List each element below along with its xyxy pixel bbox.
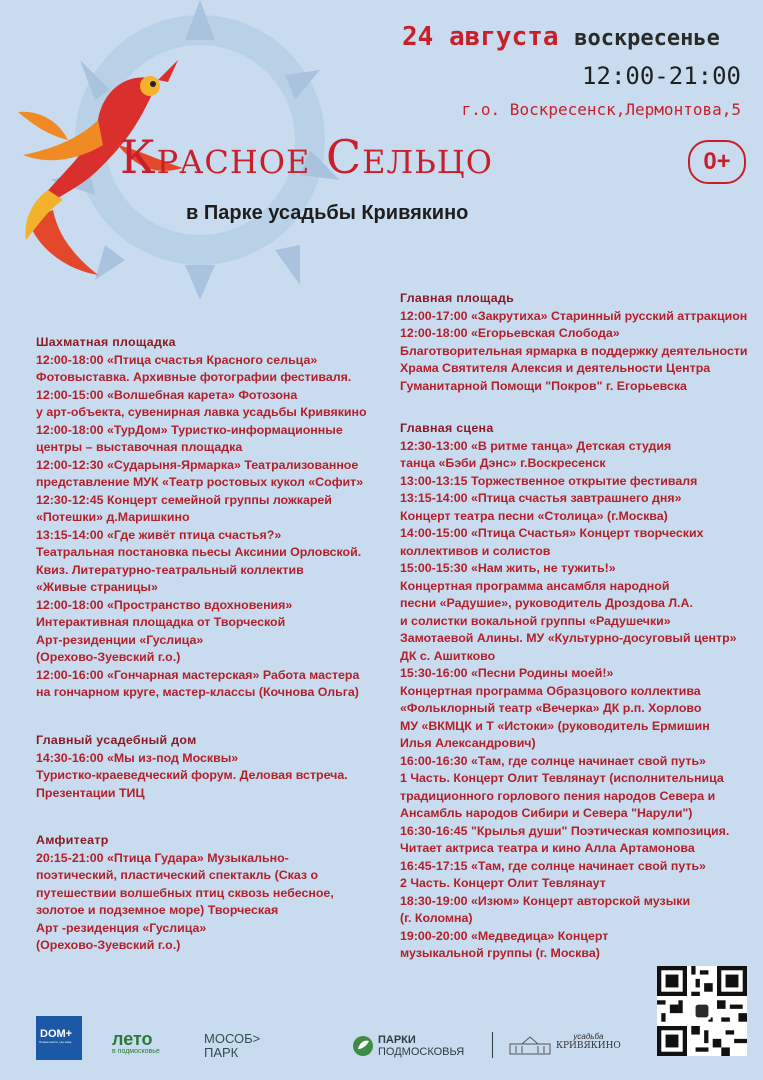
program-line: Благотворительная ярмарка в поддержку деятельности (400, 343, 748, 358)
divider (492, 1032, 493, 1058)
mosobpark-logo (204, 1032, 260, 1060)
program-line: у арт-объекта, сувенирная лавка усадьбы Кривякино (36, 405, 367, 419)
program-line: (Орехово-Зуевский г.о.) (36, 650, 181, 664)
program-line: Замотаевой Алины. МУ «Культурно-досуговый центр» (400, 631, 737, 645)
age-rating-badge: 0+ (688, 140, 746, 184)
program-line: 12:00-18:00 «Птица счастья Красного сельца» (36, 352, 318, 367)
krivyakino-logo-text: КРИВЯКИНО (556, 1041, 621, 1051)
krivyakino-logo (556, 1032, 621, 1051)
weekday-text: воскресенье (574, 26, 720, 51)
parki-logo-line2: ПОДМОСКОВЬЯ (378, 1046, 465, 1058)
program-line: Интерактивная площадка от Творческой (36, 615, 286, 629)
program-line: путешествии волшебных птиц сквозь небесное, (36, 885, 334, 900)
program-line: золотое и подземное море) Творческая (36, 903, 279, 917)
program-line: 15:30-16:00 «Песни Родины моей!» (400, 666, 614, 680)
program-line: 12:00-18:00 «Пространство вдохновения» (36, 597, 293, 612)
program-line: Концертная программа Образцового коллектива (400, 683, 701, 698)
program-line: 15:00-15:30 «Нам жить, не тужить!» (400, 561, 616, 575)
program-line: 1 Часть. Концерт Олит Тевлянаут (исполнительница (400, 771, 724, 785)
leto-logo-sub: в подмосковье (112, 1048, 160, 1055)
page-subtitle: в Парке усадьбы Кривякино (186, 202, 469, 224)
dom-plus-logo (36, 1016, 82, 1060)
program-line: Концертная программа ансамбля народной (400, 578, 670, 593)
parki-podmoskovya-logo (352, 1034, 464, 1058)
program-line: ДК с. Ашитково (400, 648, 496, 663)
program-line: 12:30-13:00 «В ритме танца» Детская студия (400, 438, 672, 453)
section-chess-area (36, 334, 367, 702)
parki-logo-line1: ПАРКИ (378, 1034, 416, 1046)
program-line: центры – выставочная площадка (36, 440, 243, 454)
program-line: Храма Святителя Алексия и деятельности Центра (400, 361, 711, 375)
leto-logo (112, 1030, 160, 1055)
page-title: Красное Сельцо (120, 130, 493, 184)
program-line: Презентации ТИЦ (36, 785, 145, 800)
program-line: 12:00-16:00 «Гончарная мастерская» Работа мастера (36, 667, 360, 682)
section-title: Амфитеатр (36, 833, 109, 847)
program-line: 13:15-14:00 «Где живёт птица счастья?» (36, 527, 282, 542)
program-line: 12:30-12:45 Концерт семейной группы ложкарей (36, 492, 332, 507)
program-line: Театральная постановка пьесы Аксинии Орловской. (36, 545, 362, 559)
section-main-square (400, 290, 748, 395)
program-line: (Орехово-Зуевский г.о.) (36, 938, 181, 952)
program-line: 14:30-16:00 «Мы из-под Москвы» (36, 750, 239, 765)
program-line: (г. Коломна) (400, 911, 473, 925)
mosobpark-logo-line2: ПАРК (204, 1045, 239, 1060)
program-line: традиционного горлового пения народов Севера и (400, 788, 716, 803)
section-title: Главная площадь (400, 291, 515, 305)
section-main-stage (400, 420, 737, 963)
program-line: песни «Радушие», руководитель Дроздова Л.А. (400, 596, 693, 610)
event-date (402, 22, 720, 52)
program-line: 13:15-14:00 «Птица счастья завтрашнего дня» (400, 491, 682, 505)
program-line: Читает актриса театра и кино Алла Артамонова (400, 841, 695, 855)
program-line: Арт-резиденции «Гуслица» (36, 632, 204, 647)
program-line: 13:00-13:15 Торжественное открытие фестиваля (400, 473, 698, 488)
dom-logo-text: DOM+ (40, 1028, 73, 1040)
program-line: на гончарном круге, мастер-классы (Кочнова Ольга) (36, 685, 359, 699)
program-line: 2 Часть. Концерт Олит Тевлянаут (400, 876, 606, 890)
program-line: Квиз. Литературно-театральный коллектив (36, 562, 304, 577)
program-line: танца «Бэби Дэнс» г.Воскресенск (400, 456, 606, 470)
program-line: Ансамбль народов Сибири и Севера "Нарули") (400, 806, 693, 820)
program-line: 12:00-15:00 «Волшебная карета» Фотозона (36, 387, 298, 402)
program-line: 20:15-21:00 «Птица Гудара» Музыкально- (36, 850, 289, 865)
program-line: 16:00-16:30 «Там, где солнце начинает свой путь» (400, 753, 706, 768)
section-amphitheater (36, 832, 334, 955)
program-line: 18:30-19:00 «Изюм» Концерт авторской музыки (400, 893, 691, 908)
program-line: 12:00-18:00 «ТурДом» Туристко-информационные (36, 422, 343, 437)
event-time: 12:00-21:00 (582, 62, 741, 90)
program-line: 16:45-17:15 «Там, где солнце начинает свой путь» (400, 858, 706, 873)
program-line: поэтический, пластический спектакль (Сказ о (36, 868, 319, 882)
section-title: Главный усадебный дом (36, 733, 197, 747)
krivyakino-logo-top: усадьба (573, 1032, 604, 1041)
program-line: музыкальной группы (г. Москва) (400, 946, 600, 960)
program-line: «Потешки» д.Маришкино (36, 510, 190, 524)
program-line: 19:00-20:00 «Медведица» Концерт (400, 928, 609, 943)
program-line: 16:30-16:45 "Крылья души" Поэтическая композиция. (400, 823, 730, 838)
program-line: «Фольклорный театр «Вечерка» ДК р.п. Хорлово (400, 701, 702, 715)
leto-logo-text: лето (112, 1029, 153, 1049)
leaf-icon (352, 1035, 374, 1057)
qr-code[interactable] (657, 966, 747, 1056)
program-line: Концерт театра песни «Столица» (г.Москва) (400, 508, 668, 523)
program-line: 12:00-17:00 «Закрутиха» Старинный русский аттракцион (400, 308, 748, 323)
section-main-house (36, 732, 348, 802)
program-line: и солистки вокальной группы «Радушечки» (400, 613, 671, 628)
program-line: Гуманитарной Помощи "Покров" г. Егорьевска (400, 378, 687, 393)
dom-logo-sub: Помню место, где живу (39, 1040, 72, 1044)
section-title: Шахматная площадка (36, 335, 176, 349)
program-line: коллективов и солистов (400, 543, 551, 558)
program-line: Арт -резиденция «Гуслица» (36, 920, 207, 935)
date-text: 24 августа (402, 22, 559, 52)
program-line: Фотовыставка. Архивные фотографии фестиваля. (36, 370, 352, 384)
program-line: «Живые страницы» (36, 580, 158, 594)
vk-icon (696, 1005, 709, 1018)
program-line: Илья Александрович) (400, 736, 536, 750)
program-line: 12:00-12:30 «Сударыня-Ярмарка» Театрализованное (36, 457, 359, 472)
program-line: 12:00-18:00 «Егорьевская Слобода» (400, 326, 620, 340)
mosobpark-logo-line1: МОСОБ> (204, 1031, 261, 1046)
program-line: МУ «ВКМЦК и Т «Истоки» (руководитель Ермишин (400, 718, 710, 733)
program-line: Туристко-краеведческий форум. Деловая встреча. (36, 768, 348, 782)
program-line: 14:00-15:00 «Птица Счастья» Концерт творческих (400, 526, 704, 540)
program-line: представление МУК «Театр ростовых кукол «Софит» (36, 475, 364, 489)
manor-icon (508, 1034, 552, 1056)
section-title: Главная сцена (400, 421, 494, 435)
event-address: г.о. Воскресенск,Лермонтова,5 (461, 100, 741, 119)
